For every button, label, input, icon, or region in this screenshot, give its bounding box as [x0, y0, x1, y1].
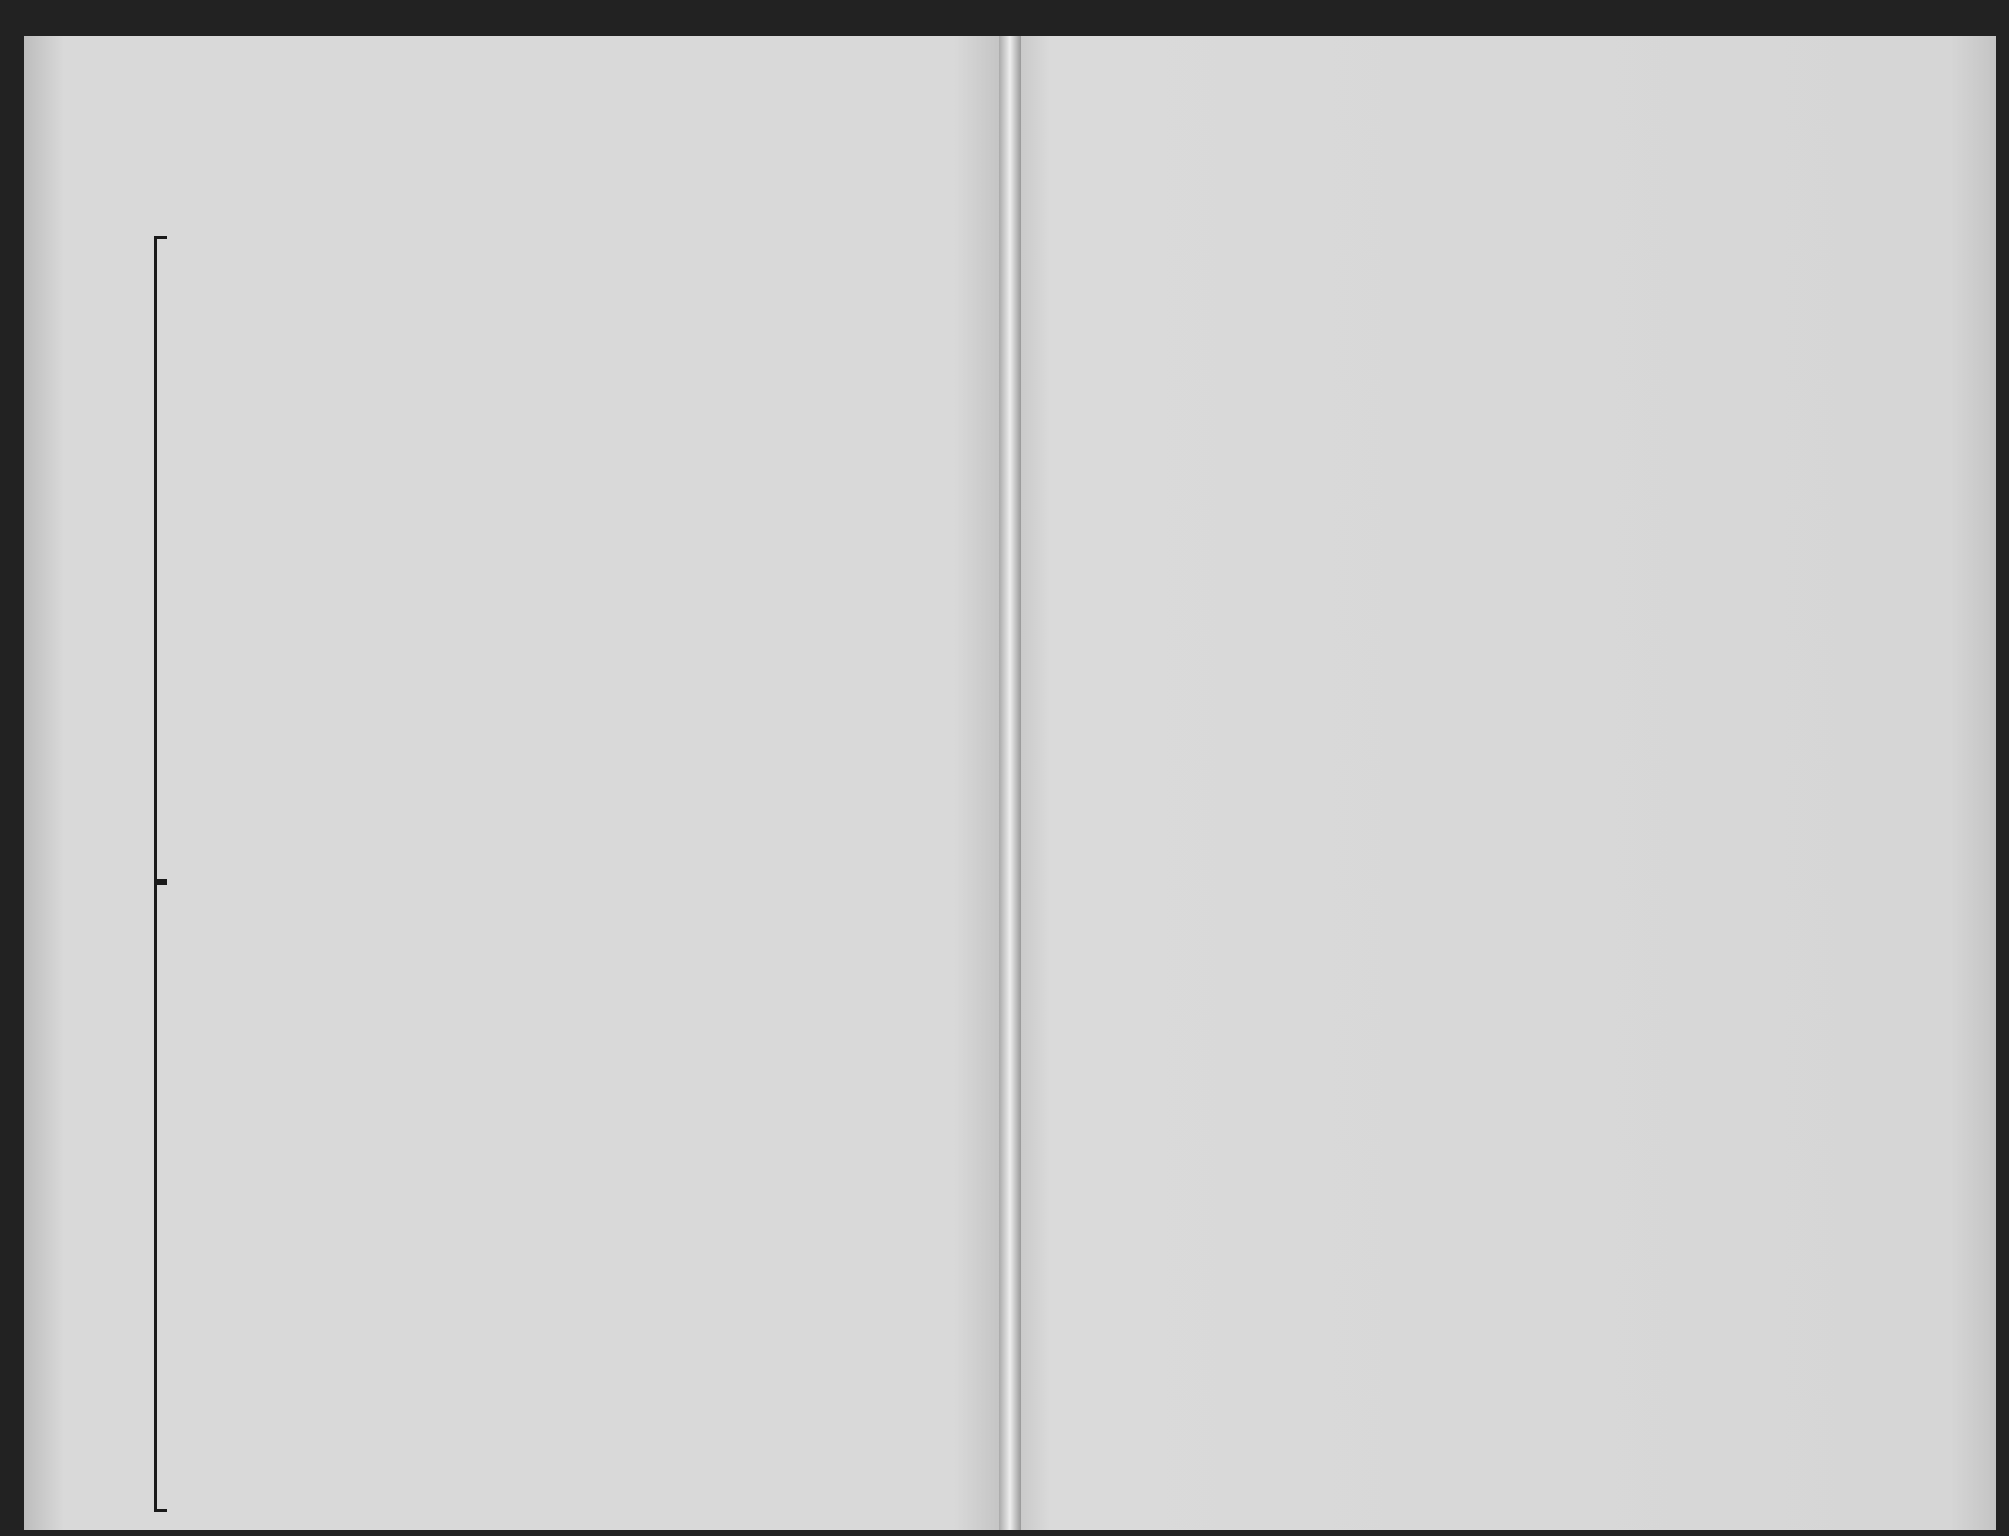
left-page [24, 36, 1006, 1530]
book-gutter [999, 36, 1021, 1530]
male-bracket [154, 236, 167, 882]
right-page [1010, 36, 1996, 1530]
ledger-book [24, 36, 1996, 1530]
female-bracket [154, 882, 167, 1512]
